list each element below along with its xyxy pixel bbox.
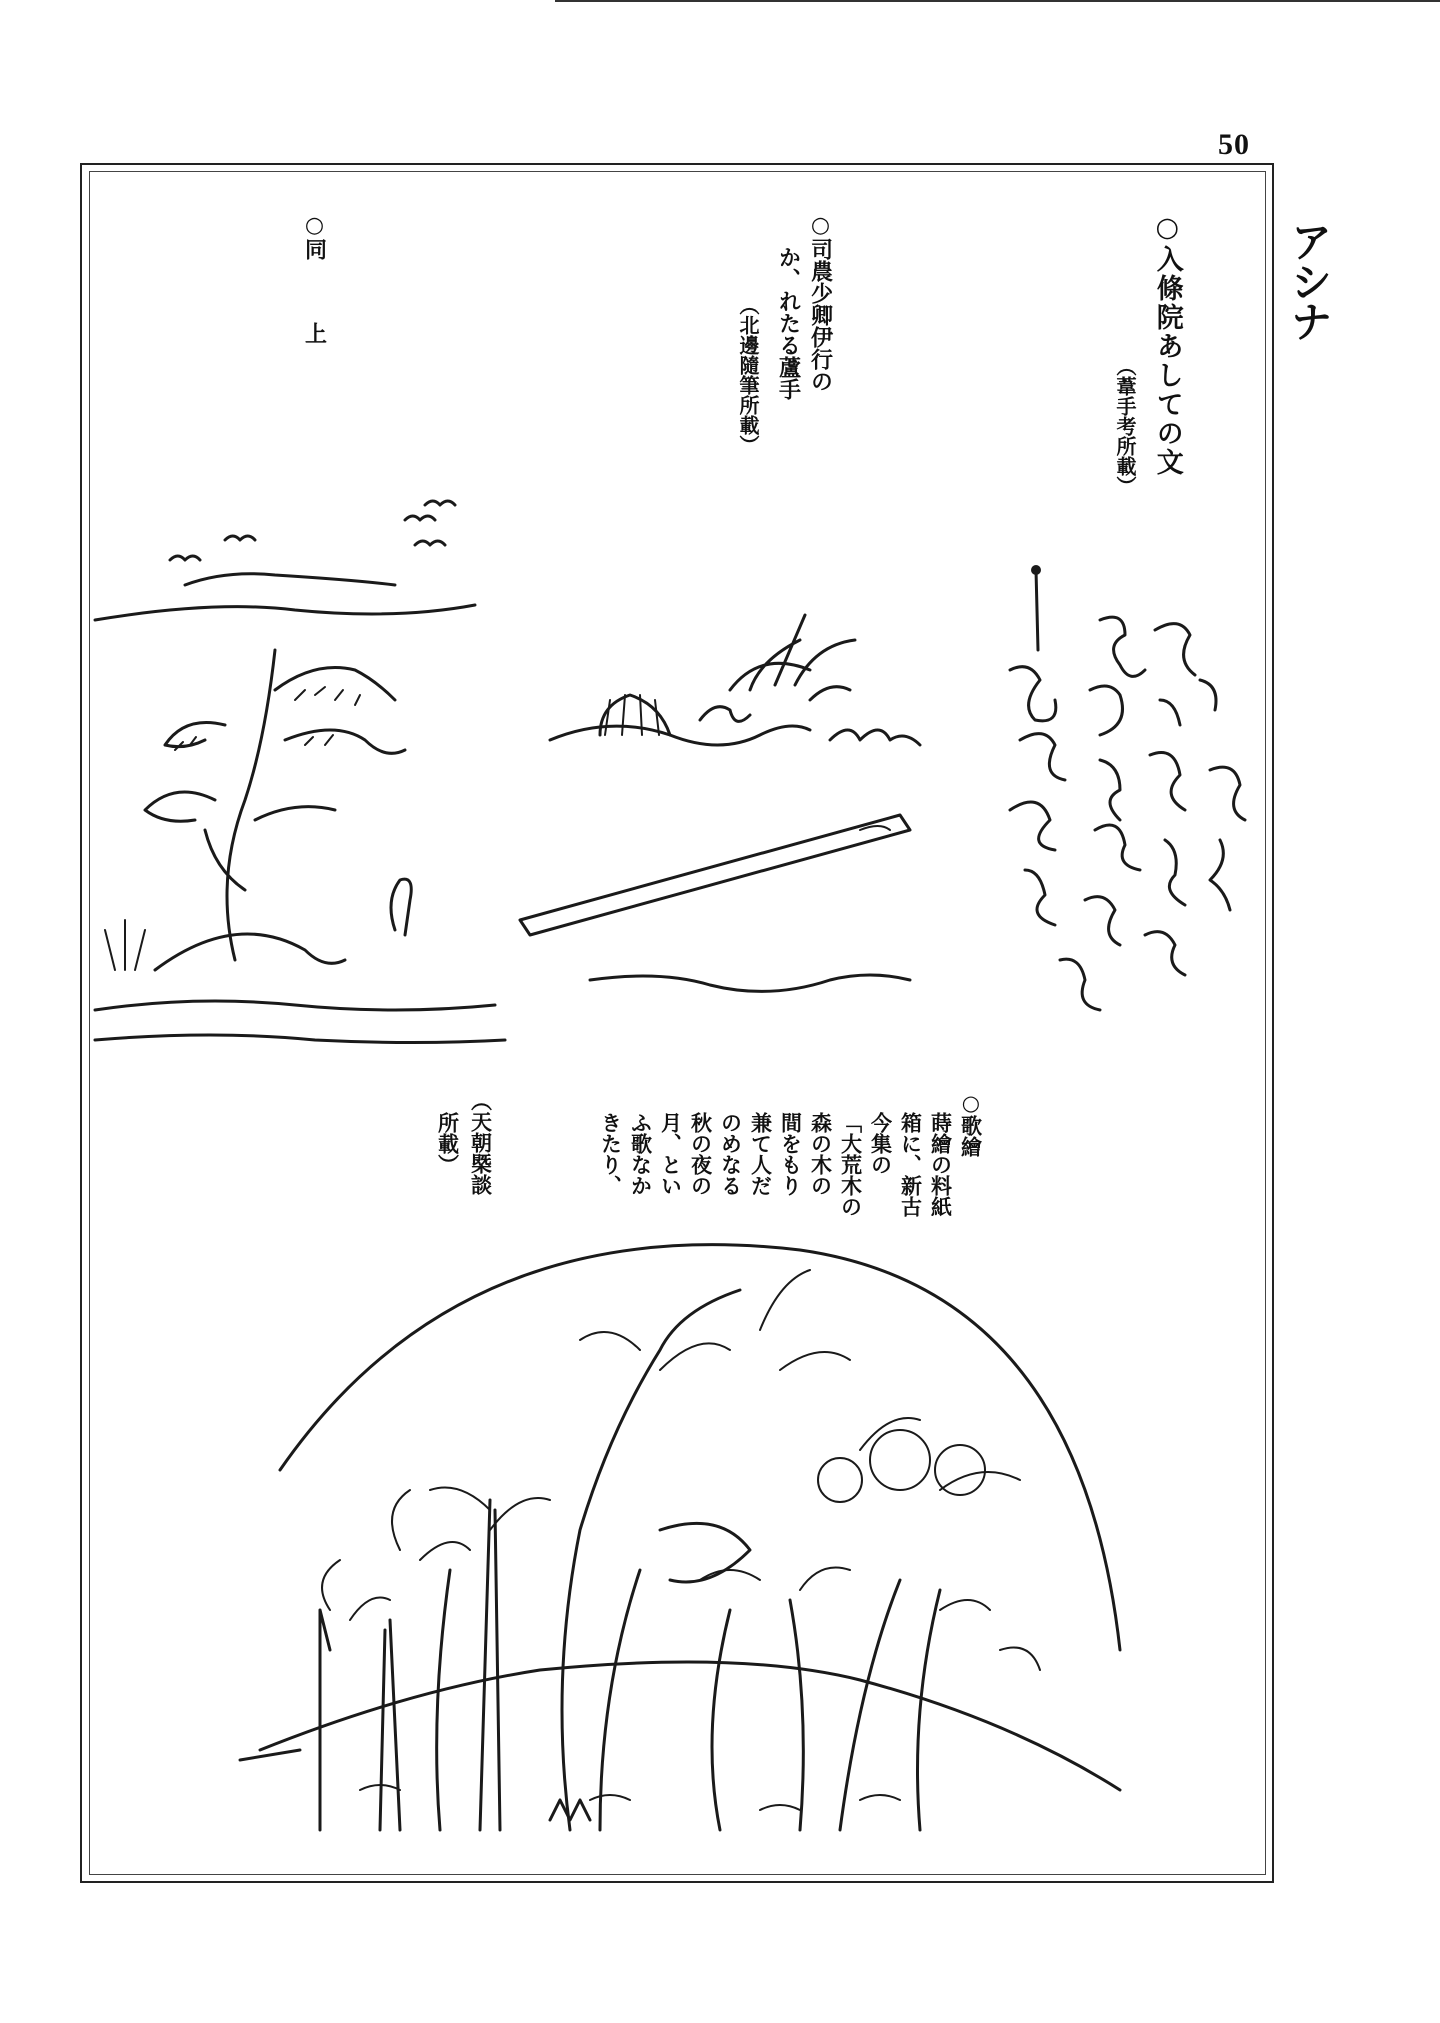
middle-heading-line-2: か、れたる蘆手 (775, 246, 802, 400)
bottom-line-4: 今集の (868, 1112, 894, 1175)
right-citation: （葦手考所載） (1113, 356, 1137, 496)
bottom-line-15: 所載） (435, 1112, 461, 1175)
bottom-line-10: 秋の夜の (688, 1112, 714, 1196)
top-rule (555, 0, 1440, 2)
bottom-line-7: 間をもり (778, 1112, 804, 1196)
reed-bridge-illustration (510, 590, 950, 1030)
bottom-line-12: ふ歌なか (628, 1112, 654, 1196)
bottom-line-8: 兼て人だ (748, 1112, 774, 1196)
pine-heron-illustration (95, 490, 525, 1050)
bottom-line-3: 箱に、新古 (898, 1112, 924, 1217)
middle-heading-line-1: ○司農少卿伊行の (807, 212, 834, 392)
ashide-calligraphy-illustration (950, 540, 1260, 1060)
left-heading-sub: 上 (301, 322, 328, 344)
bottom-line-11: 月、とい (658, 1112, 684, 1196)
bottom-line-1: ○歌繪 (958, 1090, 984, 1157)
middle-citation: （北邊隨筆所載） (736, 295, 760, 455)
bottom-line-13: きたり、 (598, 1112, 624, 1196)
bottom-line-14: （天朝槩談 (468, 1090, 494, 1195)
page-number: 50 (1218, 128, 1250, 161)
bottom-line-2: 蒔繪の料紙 (928, 1112, 954, 1217)
forest-fan-illustration (240, 1230, 1140, 1860)
side-label: アシナ (1284, 220, 1334, 340)
bottom-line-6: 森の木の (808, 1112, 834, 1196)
left-heading: ○同 (301, 212, 328, 260)
bottom-line-5: 「大荒木の (838, 1112, 864, 1217)
right-heading: ○入條院あしての文 (1151, 212, 1183, 477)
bottom-line-9: のめなる (718, 1112, 744, 1196)
